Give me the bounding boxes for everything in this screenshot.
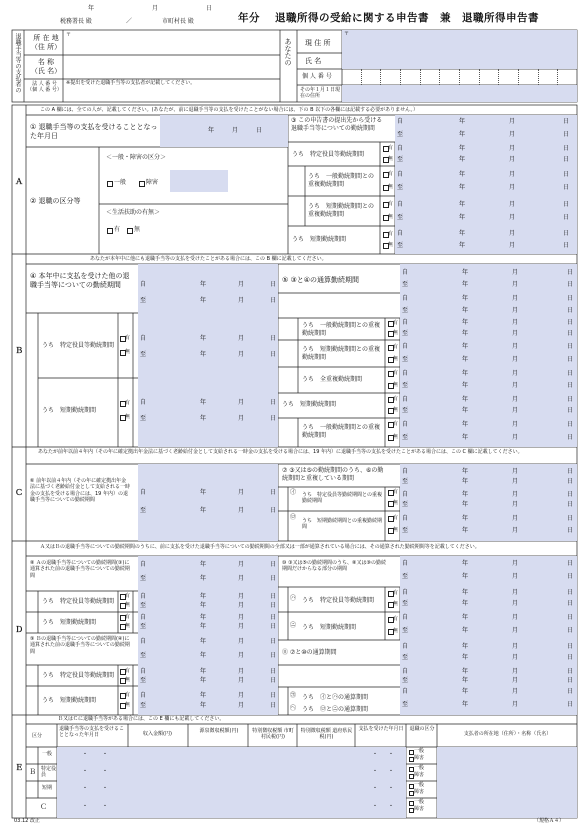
e-r4-date-dot2: ・ [102, 803, 109, 810]
d-sub2: ㋥ [290, 622, 297, 629]
e-r3-paid-dot1: ・ [372, 785, 379, 792]
c-right-period-fields[interactable] [400, 464, 577, 541]
b-s3-no: 無 [393, 382, 399, 388]
b-s1-yes: 有 [393, 320, 399, 326]
payer-side-label: 退職手当等の支払者の [14, 33, 21, 93]
payer-corp-note: ※提出を受けた退職手当等の支払者が記載してください。 [66, 80, 196, 86]
a-kubun-general-checkbox[interactable] [107, 181, 113, 187]
e-r3-paid-dot2: ・ [388, 785, 395, 792]
c-r1-label: うち 特定役員等勤続期間との重複勤続期間 [302, 492, 383, 505]
e-r2-date-dot1: ・ [82, 768, 89, 775]
d-r2-yes: 有 [125, 614, 131, 620]
d-p1-yes: 有 [393, 590, 399, 596]
footer-revision: 03.12 改正 [14, 818, 40, 824]
d-right-period-fields[interactable] [400, 556, 577, 715]
payer-address-label: 所 在 地 （住 所） [30, 34, 62, 51]
e-r2-date-dot2: ・ [102, 768, 109, 775]
section-d-banner: Ａ又はＢの退職手当等についての勤続期間のうちに、前に支払を受けた退職手当等についての勤続期間の全部又は一部が通算されている場合には、その通算された勤続期間等を記載してください。 [40, 544, 480, 550]
e-header-date: 退職手当等の支払を受けることとなった年月日 [59, 726, 125, 739]
d-r3-label: うち 特定役員等勤続期間 [42, 672, 115, 679]
a-r4-no: 無 [388, 242, 394, 248]
e-header-income: 収入金額(円) [143, 731, 172, 737]
section-c-letter: Ｃ [15, 488, 23, 497]
e-r2-paid-dot1: ・ [372, 768, 379, 775]
payer-name-label: 名 称 （氏 名） [30, 58, 62, 75]
a-q2-label: ② 退職の区分等 [30, 197, 81, 205]
c-sub2: ㋺ [290, 514, 297, 521]
d-p3-label: うち ㋑と㋩の通算期間 [302, 694, 369, 701]
current-address-postal: 〒 [344, 31, 350, 37]
e-r1-paid-dot1: ・ [372, 751, 379, 758]
d-p2-no: 無 [393, 628, 399, 634]
a-r1-label: うち 特定役員等勤続期間 [292, 151, 365, 158]
e-r4-paid-dot2: ・ [388, 803, 395, 810]
mynumber-label: 個 人 番 号 [302, 73, 332, 80]
d-q8-label: ⑧ Ａの退職手当等についての勤続期間(③)に通算された前の退職手当等についての勤続期間 [30, 560, 130, 579]
d-q11-label: ⑪ ⑦と⑩の通算期間 [282, 649, 337, 656]
b-s2-yes: 有 [393, 344, 399, 350]
b-s3-label: うち 全重複勤続期間 [302, 376, 363, 383]
a-r2-label: うち 一般勤続期間との重複勤続期間 [308, 173, 375, 188]
section-b-banner: あなたが本年中に他にも退職手当等の支払を受けたことがある場合には、この B 欄に記載してください。 [90, 256, 327, 262]
d-r4-no: 無 [125, 702, 131, 708]
d-r1-no: 無 [125, 602, 131, 608]
a-r1-no: 無 [388, 156, 394, 162]
e-r4-disability: 障害 [414, 806, 425, 812]
d-p2-yes: 有 [393, 616, 399, 622]
e-r1-date-dot1: ・ [82, 751, 89, 758]
c-r2-yes: 有 [393, 515, 399, 521]
e-r1-date-dot2: ・ [102, 751, 109, 758]
b-r1-yes: 有 [125, 335, 131, 341]
page-title: 退職所得の受給に関する申告書 兼 退職所得申告書 [275, 12, 539, 24]
d-r3-no: 無 [125, 677, 131, 683]
a-disability-detail-field[interactable] [170, 170, 228, 192]
header-municipality: 市町村長 殿 [162, 18, 194, 25]
section-e-letter: Ｅ [15, 763, 23, 772]
d-sub3: ㋭ [290, 692, 297, 699]
a-r2-yes: 有 [388, 171, 394, 177]
header-tax-office: 税務署長 殿 [60, 18, 92, 25]
b-s4-no: 無 [393, 407, 399, 413]
b-s1-no: 無 [393, 330, 399, 336]
e-r1-general: 一般 [414, 748, 425, 754]
a-kubun-disability-checkbox[interactable] [139, 181, 145, 187]
e-r4-date-dot1: ・ [82, 803, 89, 810]
c-r2-label: うち 短期勤続期間との重複勤続期間 [302, 518, 383, 531]
e-header-retire-kubun: 退職の区分 [409, 726, 435, 732]
b-r2-no: 無 [125, 414, 131, 420]
c-q6-label: ⑥ 前年以前４年内（その年に確定拠出年金法に基づく老齢給付金として支給される一時金の支払を受ける場合には、19 年内）の退職手当等についての勤続期間 [30, 478, 131, 503]
e-header-payer: 支払者の所在地（住所）・名称（氏名） [463, 731, 552, 737]
b-s1-label: うち 一般勤続期間との重複勤続期間 [302, 322, 381, 337]
b-s2-no: 無 [393, 356, 399, 362]
e-r3-date-dot1: ・ [82, 785, 89, 792]
section-c-banner: あなたが前年以前４年内（その年に確定拠出年金法に基づく老齢給付金として支給される一時金の支払を受ける場合には、19 年内）に退職手当等の支払を受けたことがある場合には、この C 欄に記載してください。 [38, 449, 523, 455]
a-q1-date: 年 月 日 [208, 127, 263, 134]
payer-corp-number-label: 法 人 番 号 （個 人 番 号） [27, 81, 62, 94]
e-r4-paid-dot1: ・ [372, 803, 379, 810]
e-header-paid-date: 支払を受けた年月日 [358, 726, 404, 732]
d-r2-no: 無 [125, 623, 131, 629]
b-s5-label: うち 一般勤続期間との重複勤続期間 [302, 424, 381, 439]
b-s4-label: うち 短期勤続期間 [282, 401, 337, 408]
section-e-banner: Ｂ又はＣに退職手当等がある場合には、この E 欄にも記載してください。 [58, 716, 225, 722]
b-s5-no: 無 [393, 434, 399, 440]
d-p2-label: うち 短期勤続期間 [302, 624, 357, 631]
a-kubun-general-label: 一般 [114, 179, 127, 186]
mynumber-boxes[interactable] [342, 69, 577, 85]
section-a-letter: Ａ [15, 177, 23, 186]
recipient-side-label: あなたの [284, 38, 292, 66]
d-sub1: ㋩ [290, 595, 297, 602]
e-row3-label: 短期 [42, 785, 53, 791]
b-r2-label: うち 短期勤続期間 [42, 407, 97, 414]
d-p4-label: うち ㋺と㋥の通算期間 [302, 706, 369, 713]
e-r3-disability: 障害 [414, 789, 425, 795]
page-title-prefix: 年分 [238, 12, 260, 24]
d-r3-yes: 有 [125, 668, 131, 674]
e-group-b-label: Ｂ [29, 768, 36, 776]
d-left-period-fields[interactable] [138, 556, 278, 715]
b-r1-no: 無 [125, 349, 131, 355]
d-r2-label: うち 短期勤続期間 [42, 619, 97, 626]
section-a-banner: この A 欄には、全ての人が、記載してください。(あなたが、前に退職手当等の支払を受けたことがない場合には、下の B 以下の各欄には記載する必要がありません。） [40, 107, 418, 113]
e-header-pref-tax: 特別徴収税額 道府県民税(円) [300, 728, 353, 741]
e-r1-disability: 障害 [414, 755, 425, 761]
e-row2-label: 特定役員 [41, 766, 57, 779]
c-q7-label: ⑦ ③又は⑤の勤続期間のうち、⑥の勤続期間と重複している期間 [282, 467, 384, 482]
d-p1-label: うち 特定役員等勤続期間 [302, 597, 375, 604]
recipient-name-input[interactable] [342, 53, 577, 69]
jan1-address-input[interactable] [342, 85, 577, 102]
a-r4-yes: 有 [388, 231, 394, 237]
a-period-fields[interactable] [395, 115, 577, 254]
a-r3-yes: 有 [388, 201, 394, 207]
e-header-city-tax: 特別徴収税額 市町村民税(円) [252, 728, 294, 741]
c-left-period-fields[interactable] [138, 464, 278, 541]
e-group-c-label: Ｃ [40, 803, 47, 811]
header-slash: ／ [126, 18, 133, 25]
a-q3-label: ③ この申告書の提出先から受ける退職手当等についての勤続期間 [291, 117, 383, 132]
c-r1-yes: 有 [393, 489, 399, 495]
d-r4-label: うち 短期勤続期間 [42, 697, 97, 704]
section-b-letter: Ｂ [15, 346, 23, 355]
e-table-fields[interactable] [57, 747, 406, 818]
footer-size: （規格Ａ４） [534, 818, 565, 824]
jan1-address-label: その年１月１日現在の住所 [300, 87, 341, 100]
d-r4-yes: 有 [125, 692, 131, 698]
section-d-letter: Ｄ [15, 625, 23, 634]
d-q9-label: ⑨ Ｂの退職手当等についての勤続期間(④)に通算された前の退職手当等についての勤続期間 [30, 636, 130, 655]
c-sub1: ㋑ [290, 489, 297, 496]
b-s3-yes: 有 [393, 370, 399, 376]
a-r2-no: 無 [388, 184, 394, 190]
e-r2-paid-dot2: ・ [388, 768, 395, 775]
current-address-input[interactable] [342, 30, 577, 53]
header-day: 日 [206, 5, 213, 12]
e-r4-general: 一般 [414, 799, 425, 805]
e-r1-paid-dot2: ・ [388, 751, 395, 758]
recipient-name-label: 氏 名 [305, 57, 322, 65]
a-kubun-heading: ＜一般・障害の区分＞ [106, 154, 167, 161]
b-r2-yes: 有 [125, 400, 131, 406]
header-year: 年 [88, 5, 95, 12]
c-r1-no: 無 [393, 500, 399, 506]
e-r2-general: 一般 [414, 765, 425, 771]
b-left-period-fields[interactable] [138, 264, 278, 447]
a-seikatsu-no-label: 無 [134, 226, 141, 233]
a-kubun-disability-label: 障害 [146, 179, 159, 186]
b-r1-label: うち 特定役員等勤続期間 [42, 342, 115, 349]
payer-postal-mark: 〒 [66, 32, 72, 38]
e-r3-general: 一般 [414, 782, 425, 788]
a-r3-label: うち 短期勤続期間との重複勤続期間 [308, 203, 375, 218]
b-q4-label: ④ 本年中に支払を受けた他の退職手当等についての勤続期間 [30, 272, 130, 289]
a-r1-yes: 有 [388, 145, 394, 151]
e-header-kubun: 区分 [32, 733, 43, 739]
a-seikatsu-no-checkbox[interactable] [127, 228, 133, 234]
e-r3-date-dot2: ・ [102, 785, 109, 792]
d-p1-no: 無 [393, 601, 399, 607]
d-q10-label: ⑩ ③又は⑤の勤続期間のうち、⑧又は⑨の勤続期間だけからなる部分の期間 [282, 560, 387, 573]
a-seikatsu-heading: ＜生活扶助の有無＞ [106, 209, 161, 216]
a-q1-label: ① 退職手当等の支払を受けることとなった年月日 [30, 123, 158, 140]
e-header-withholding: 源泉徴収税額(円) [199, 728, 239, 734]
a-seikatsu-yes-checkbox[interactable] [107, 228, 113, 234]
b-s4-yes: 有 [393, 396, 399, 402]
c-r2-no: 無 [393, 527, 399, 533]
a-r4-label: うち 短期勤続期間 [292, 236, 347, 243]
e-r2-disability: 障害 [414, 772, 425, 778]
e-row1-label: 一般 [42, 751, 53, 757]
b-q5-label: ⑤ ③と④の通算勤続期間 [282, 276, 360, 284]
d-r1-label: うち 特定役員等勤続期間 [42, 598, 115, 605]
b-right-period-fields[interactable] [400, 264, 577, 447]
header-month: 月 [152, 5, 159, 12]
d-r1-yes: 有 [125, 593, 131, 599]
a-seikatsu-yes-label: 有 [114, 226, 121, 233]
a-r3-no: 無 [388, 214, 394, 220]
current-address-label: 現 住 所 [305, 39, 331, 47]
d-sub4: ㋬ [290, 705, 297, 712]
b-s2-label: うち 短期勤続期間との重複勤続期間 [302, 346, 381, 361]
e-payer-fields[interactable] [437, 747, 577, 818]
b-s5-yes: 有 [393, 421, 399, 427]
